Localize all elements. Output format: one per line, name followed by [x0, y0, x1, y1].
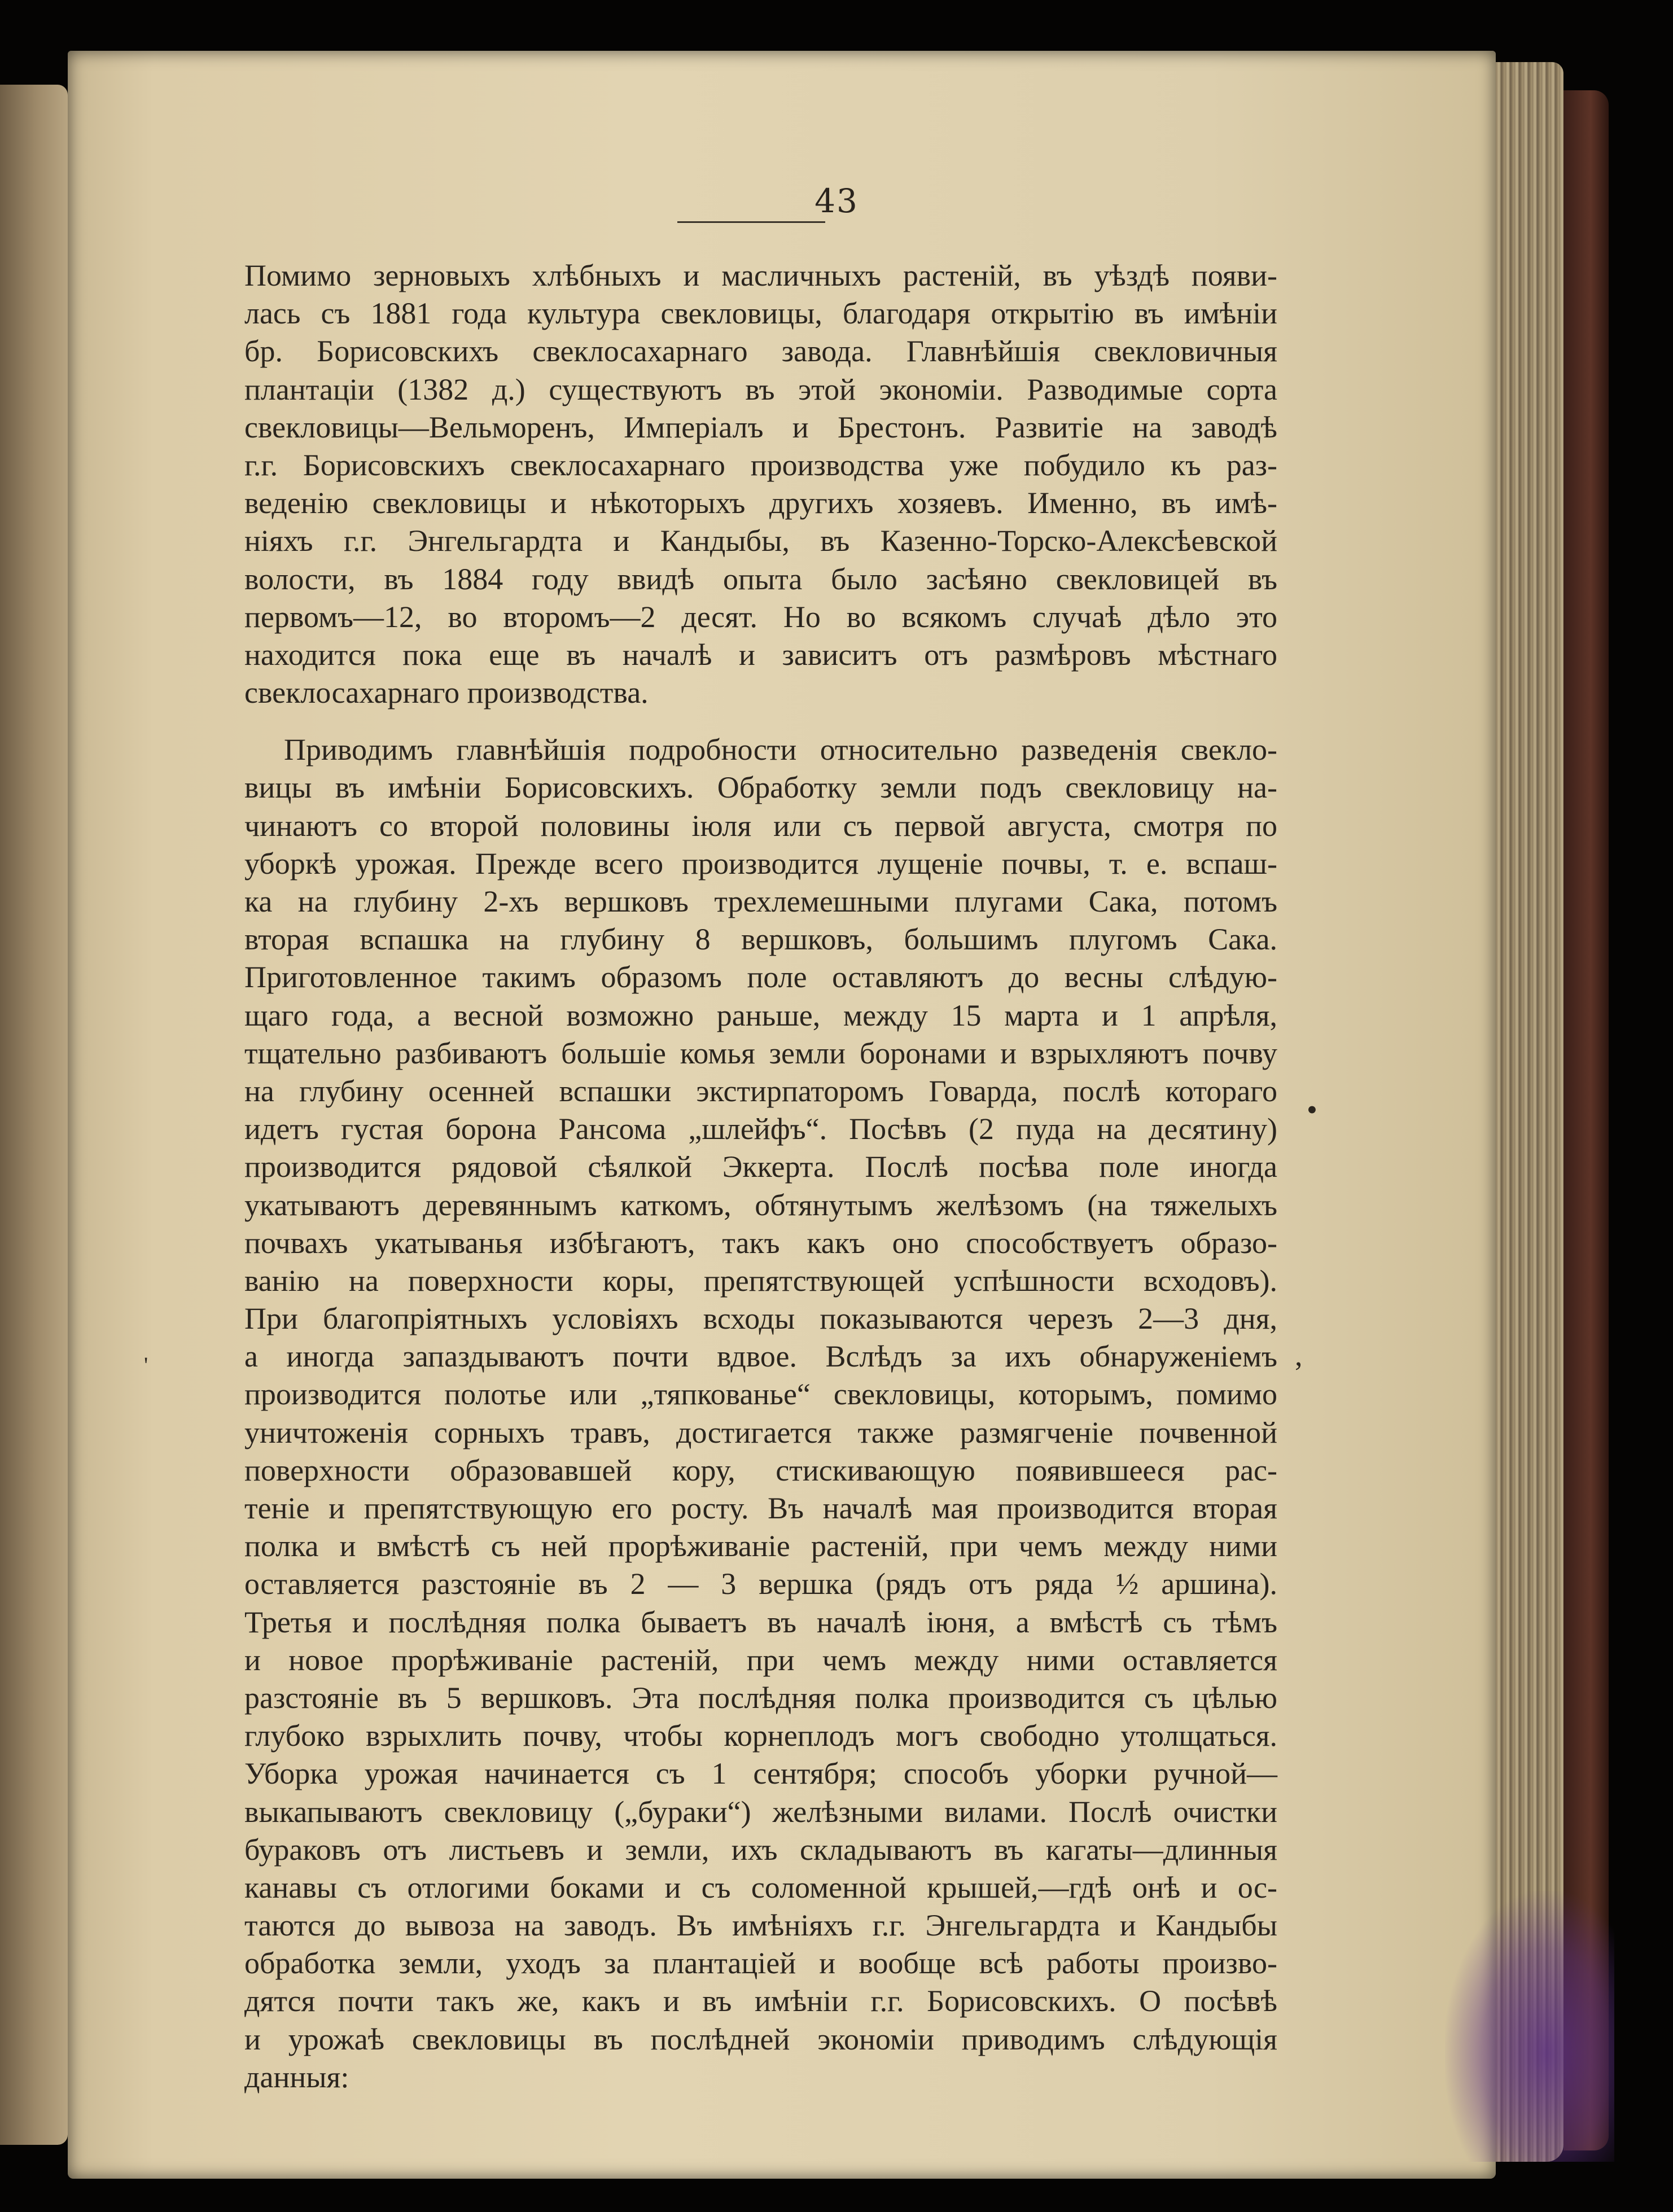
text-line: оставляется разстояніе въ 2 — 3 вершка (рядъ отъ ряда ½ аршина).	[244, 1567, 1277, 1601]
text-line: первомъ—12, во второмъ—2 десят. Но во всякомъ случаѣ дѣло это	[244, 599, 1277, 634]
page-number: 43	[814, 182, 859, 220]
text-line: бр. Борисовскихъ свеклосахарнаго завода. Главнѣйшія свекловичныя	[244, 334, 1277, 369]
text-line: вицы въ имѣніи Борисовскихъ. Обработку земли подъ свекловицу на-	[244, 770, 1277, 805]
text-line: производится рядовой сѣялкой Эккерта. Послѣ посѣва поле иногда	[244, 1150, 1277, 1184]
text-line: а иногда запаздываютъ почти вдвое. Вслѣдъ за ихъ обнаруженіемъ	[244, 1339, 1277, 1374]
text-line: свекловицы—Вельморенъ, Имперіалъ и Брестонъ. Развитіе на заводѣ	[244, 410, 1277, 444]
text-line: разстояніе въ 5 вершковъ. Эта послѣдняя полка производится съ цѣлью	[244, 1680, 1277, 1715]
text-line: чинаютъ со второй половины іюля или съ первой августа, смотря по	[244, 808, 1277, 843]
text-line: укатываютъ деревяннымъ каткомъ, обтянутымъ желѣзомъ (на тяжелыхъ	[244, 1188, 1277, 1222]
text-line: канавы съ отлогими боками и съ соломенной крышей,—гдѣ онѣ и ос-	[244, 1870, 1277, 1904]
header-rule	[677, 221, 825, 223]
text-line: данныя:	[244, 2060, 349, 2094]
text-line: бураковъ отъ листьевъ и земли, ихъ складываютъ въ кагаты—длинныя	[244, 1832, 1277, 1867]
text-line: лась съ 1881 года культура свекловицы, благодаря открытію въ имѣніи	[244, 296, 1277, 331]
page-stack-edge	[1496, 62, 1563, 2162]
text-line: дятся почти такъ же, какъ и въ имѣніи г.г. Борисовскихъ. О посѣвѣ	[244, 1984, 1277, 2018]
paragraph	[244, 257, 1277, 712]
text-line: вторая вспашка на глубину 8 вершковъ, большимъ плугомъ Сака.	[244, 922, 1277, 957]
text-line: г.г. Борисовскихъ свеклосахарнаго производства уже побудило къ раз-	[244, 448, 1277, 482]
text-line: находится пока еще въ началѣ и зависитъ отъ размѣровъ мѣстнаго	[244, 637, 1277, 672]
book-cover	[1563, 90, 1609, 2150]
text-line: плантаціи (1382 д.) существуютъ въ этой экономіи. Разводимые сорта	[244, 372, 1277, 406]
text-line: поверхности образовавшей кору, стискивающую появившееся рас-	[244, 1453, 1277, 1487]
text-line: Помимо зерновыхъ хлѣбныхъ и масличныхъ растеній, въ уѣздѣ появи-	[244, 259, 1277, 292]
text-line: ніяхъ г.г. Энгельгардта и Кандыбы, въ Казенно-Торско-Алексѣевской	[244, 524, 1277, 558]
text-line: почвахъ укатыванья избѣгаютъ, такъ какъ оно способствуетъ образо-	[244, 1225, 1277, 1260]
text-line: таются до вывоза на заводъ. Въ имѣніяхъ г.г. Энгельгардта и Кандыбы	[244, 1908, 1277, 1943]
text-line: щаго года, а весной возможно раньше, между 15 марта и 1 апрѣля,	[244, 998, 1277, 1032]
paragraph-gap	[244, 712, 1277, 731]
text-line: уборкѣ урожая. Прежде всего производится лущеніе почвы, т. е. вспаш-	[244, 846, 1277, 881]
ink-stain	[1445, 1891, 1614, 2162]
text-line: Третья и послѣдняя полка бываетъ въ началѣ іюня, а вмѣстѣ съ тѣмъ	[244, 1605, 1277, 1639]
text-line: уничтоженія сорныхъ травъ, достигается также размягченіе почвенной	[244, 1415, 1277, 1449]
left-page-edge	[0, 85, 68, 2145]
text-line: обработка земли, уходъ за плантаціей и вообще всѣ работы произво-	[244, 1946, 1277, 1981]
text-line: волости, въ 1884 году ввидѣ опыта было засѣяно свекловицей въ	[244, 562, 1277, 596]
text-line: глубоко взрыхлить почву, чтобы корнеплодъ могъ свободно утолщаться.	[244, 1719, 1277, 1753]
text-line: на глубину осенней вспашки экстирпаторомъ Говарда, послѣ котораго	[244, 1074, 1277, 1108]
text-line: теніе и препятствующую его росту. Въ началѣ мая производится вторая	[244, 1491, 1277, 1525]
text-line: и новое прорѣживаніе растеній, при чемъ между ними оставляется	[244, 1642, 1277, 1677]
margin-dot: •	[1307, 1093, 1317, 1127]
text-line: Приготовленное такимъ образомъ поле оставляютъ до весны слѣдую-	[244, 960, 1277, 995]
text-line: ка на глубину 2-хъ вершковъ трехлемешными плугами Сака, потомъ	[244, 884, 1277, 918]
text-line: ванію на поверхности коры, препятствующей успѣшности всходовъ).	[244, 1263, 1277, 1298]
text-line: полка и вмѣстѣ съ ней прорѣживаніе растеній, при чемъ между ними	[244, 1529, 1277, 1563]
text-line: При благопріятныхъ условіяхъ всходы показываются черезъ 2—3 дня,	[244, 1302, 1277, 1336]
text-line: тщательно разбиваютъ большіе комья земли боронами и взрыхляютъ почву	[244, 1036, 1277, 1070]
margin-tick: '	[144, 1352, 148, 1378]
text-line: Приводимъ главнѣйшія подробности относительно разведенія свекло-	[284, 733, 1277, 767]
text-line: веденію свекловицы и нѣкоторыхъ другихъ хозяевъ. Именно, въ имѣ-	[244, 486, 1277, 520]
text-line: Уборка урожая начинается съ 1 сентября; способъ уборки ручной—	[244, 1757, 1277, 1791]
margin-comma: ,	[1295, 1338, 1303, 1372]
text-line: свеклосахарнаго производства.	[244, 676, 649, 710]
text-line: и урожаѣ свекловицы въ послѣдней экономіи приводимъ слѣдующія	[244, 2022, 1277, 2056]
text-line: производится полотье или „тяпкованье“ свекловицы, которымъ, помимо	[244, 1377, 1277, 1412]
paragraph	[244, 731, 1277, 2096]
body-text	[244, 257, 1277, 2096]
text-line: выкапываютъ свекловицу („бураки“) желѣзными вилами. Послѣ очистки	[244, 1794, 1277, 1829]
text-line: идетъ густая борона Рансома „шлейфъ“. Посѣвъ (2 пуда на десятину)	[244, 1112, 1277, 1146]
